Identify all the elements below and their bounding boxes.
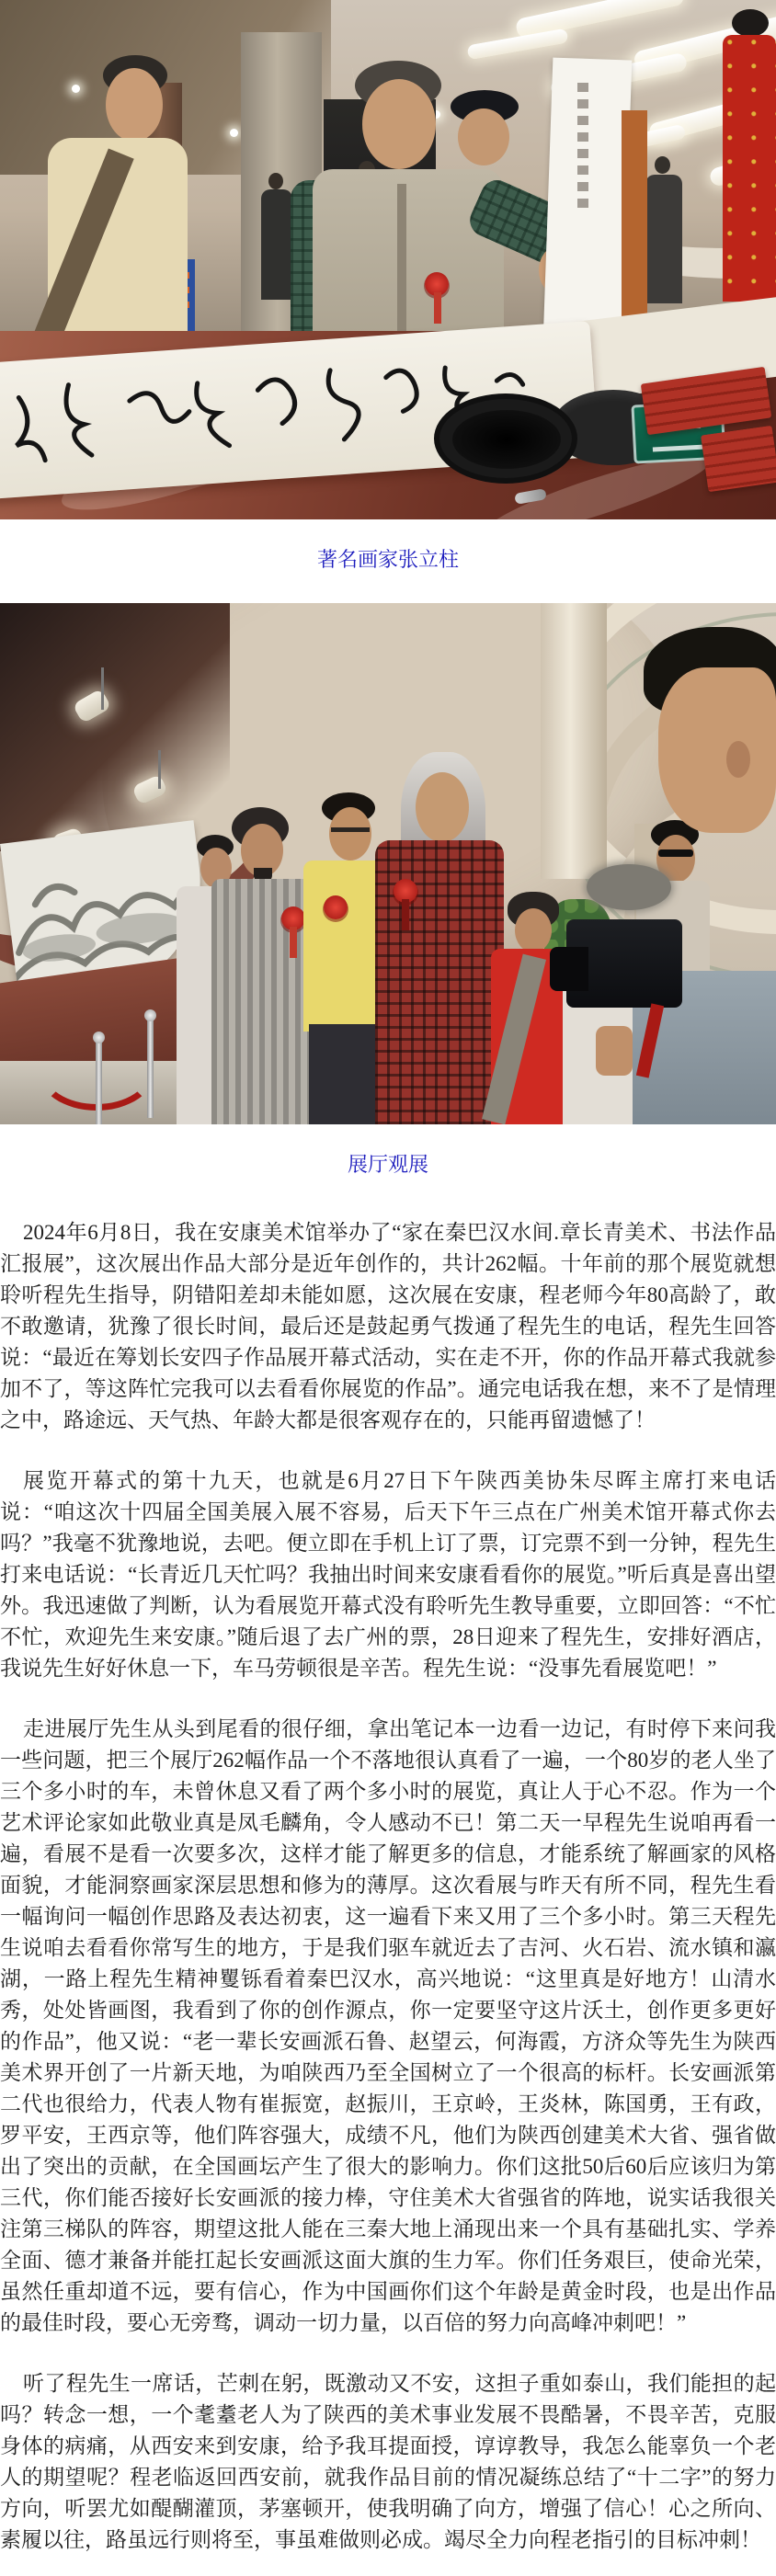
article-paragraph-3: 走进展厅先生从头到尾看的很仔细，拿出笔记本一边看一边记，有时停下来问我一些问题，把三个展厅262幅作品一个不落地很认真看了一遍，一个80岁的老人坐了三个多小时的车，未曾休息又看了两个多小时的展览，真让人于心不忍。作为一个艺术评论家如此敬业真是凤毛麟角，令人感动不已！第二天一早程先生说咱再看一遍，看展不是看一次要多次，这样才能了解更多的信息，才能系统了解画家的风格面貌，才能洞察画家深层思想和修为的薄厚。这次看展与昨天有所不同，程先生看一幅询问一幅创作思路及表达初衷，这一遍看下来又用了三个多小时。第三天程先生说咱去看看你常写生的地方，于是我们驱车就近去了吉河、火石岩、流水镇和瀛湖，一路上程先生精神矍铄看着秦巴汉水，高兴地说：“这里真是好地方！山清水秀，处处皆画图，我看到了你的创作源点，你一定要坚守这片沃土，创作更多更好的作品”，他又说：“老一辈长安画派石鲁、赵望云，何海霞，方济众等先生为陕西美术界开创了一片新天地，为咱陕西乃至全国树立了一个很高的标杆。长安画派第二代也很给力，代表人物有崔振宽，赵振川，王京岭，王炎林，陈国勇，王有政，罗平安，王西京等，他们阵容强大，成绩不凡，他们为陕西创建美术大省、强省做出了突出的贡献，在全国画坛产生了很大的影响力。你们这批50后60后应该归为第三代，你们能否接好长安画派的接力棒，守住美术大省强省的阵地，说实话我很关注第三梯队的阵容，期望这批人能在三秦大地上涌现出来一个具有基础扎实、学养全面、德才兼备并能扛起长安画派这面大旗的生力军。你们任务艰巨，使命光荣，虽然任重却道不远，要有信心，作为中国画你们这个年龄是黄金时段，也是出作品的最佳时段，要心无旁骛，调动一切力量，以百倍的努力向高峰冲刺吧！” (0, 1717, 776, 2334)
article-paragraph-2: 展览开幕式的第十九天，也就是6月27日下午陕西美协朱尽晖主席打来电话说：“咱这次十四届全国美展入展不容易，后天下午三点在广州美术馆开幕式你去吗？”我毫不犹豫地说，去吧。便立即在手机上订了票，订完票不到一分钟，程先生打来电话说：“长青近几天忙吗？我抽出时间来安康看看你的展览。”听后真是喜出望外。我迅速做了判断，认为看展览开幕式没有聆听先生教导重要，立即回答：“不忙不忙，欢迎先生来安康。”随后退了去广州的票，28日迎来了程先生，安排好酒店，我说先生好好休息一下，车马劳顿很是辛苦。程先生说：“没事先看展览吧！” (0, 1469, 776, 1680)
camera-microphone (587, 864, 671, 910)
corsage-ribbon (290, 927, 297, 958)
photo-calligraphy-signing (0, 0, 776, 519)
red-book-stack (701, 426, 776, 492)
red-dress-lady (723, 35, 776, 302)
barrier-post (147, 1019, 154, 1118)
visitor-yellow-head (329, 807, 371, 861)
red-corsage (324, 895, 348, 919)
sunglasses (658, 849, 693, 857)
photo-exhibition-hall-tour (0, 603, 776, 1124)
white-column (541, 603, 607, 879)
banner-vertical-script (577, 83, 588, 211)
ink-pool (452, 410, 561, 469)
videographer-head (658, 667, 776, 833)
ceiling-spotlight (230, 129, 238, 137)
corsage-ribbon (402, 899, 409, 930)
cap-man-head (458, 108, 509, 165)
photo1-caption: 著名画家张立柱 (316, 548, 459, 571)
crowd-person (645, 175, 682, 303)
artist-head (362, 79, 436, 169)
barrier-post-top (93, 1032, 105, 1043)
ceiling-spotlight (72, 85, 80, 93)
photo2-caption: 展厅观展 (347, 1153, 428, 1176)
eyeglasses (331, 827, 370, 832)
article-paragraph-1: 2024年6月8日，我在安康美术馆举办了“家在秦巴汉水间.章长青美术、书法作品汇报展”，这次展出作品大部分是近年创作的，共计262幅。十年前的那个展览就想聆听程先生指导，阴错阳差却未能如愿，这次展在安康，程老师今年80高龄了，敢不敢邀请，犹豫了很长时间，最后还是鼓起勇气拨通了程先生的电话，程先生回答说：“最近在筹划长安四子作品展开幕式活动，实在走不开，你的作品开幕式我就参加不了，等这阵忙完我可以去看看你展览的作品”。通完电话我在想，来不了是情理之中，路途远、天气热、年龄大都是很客观存在的，只能再留遗憾了！ (0, 1221, 776, 1431)
crowd-person-head (268, 173, 283, 189)
crowd-person (261, 189, 292, 300)
elder-plaid-shirt (375, 840, 504, 1124)
spotlight-stem (158, 750, 161, 789)
red-dress-lady-hair (732, 9, 769, 37)
elder-head (416, 772, 469, 842)
left-man-head (106, 68, 163, 142)
barrier-post-top (144, 1009, 156, 1021)
crowd-person-head (655, 156, 670, 174)
videographer-ear (726, 741, 750, 778)
camera-lens (550, 947, 588, 991)
article-paragraph-4: 听了程先生一席话，芒刺在躬，既激动又不安，这担子重如泰山，我们能担的起吗？转念一想，一个耄耋老人为了陕西的美术事业发展不畏酷暑，不畏辛苦，克服身体的病痛，从西安来到安康，给予我耳提面授，谆谆教导，我怎么能辜负一个老人的期望呢？程老临返回西安前，就我作品目前的情况凝练总结了“十二字”的努力方向，听罢尤如醍醐灌顶，茅塞顿开，使我明确了向方，增强了信心！心之所向、素履以往，路虽远行则将至，事虽难做则必成。竭尽全力向程老指引的目标冲刺！ (0, 2372, 776, 2551)
orange-panel (622, 110, 647, 346)
barrier-post (96, 1041, 102, 1124)
spotlight-stem (101, 667, 104, 710)
videographer-hand (596, 1026, 633, 1076)
article-body (0, 1217, 776, 2576)
red-shirt-woman-head (515, 908, 552, 952)
corsage-ribbon (434, 292, 441, 324)
